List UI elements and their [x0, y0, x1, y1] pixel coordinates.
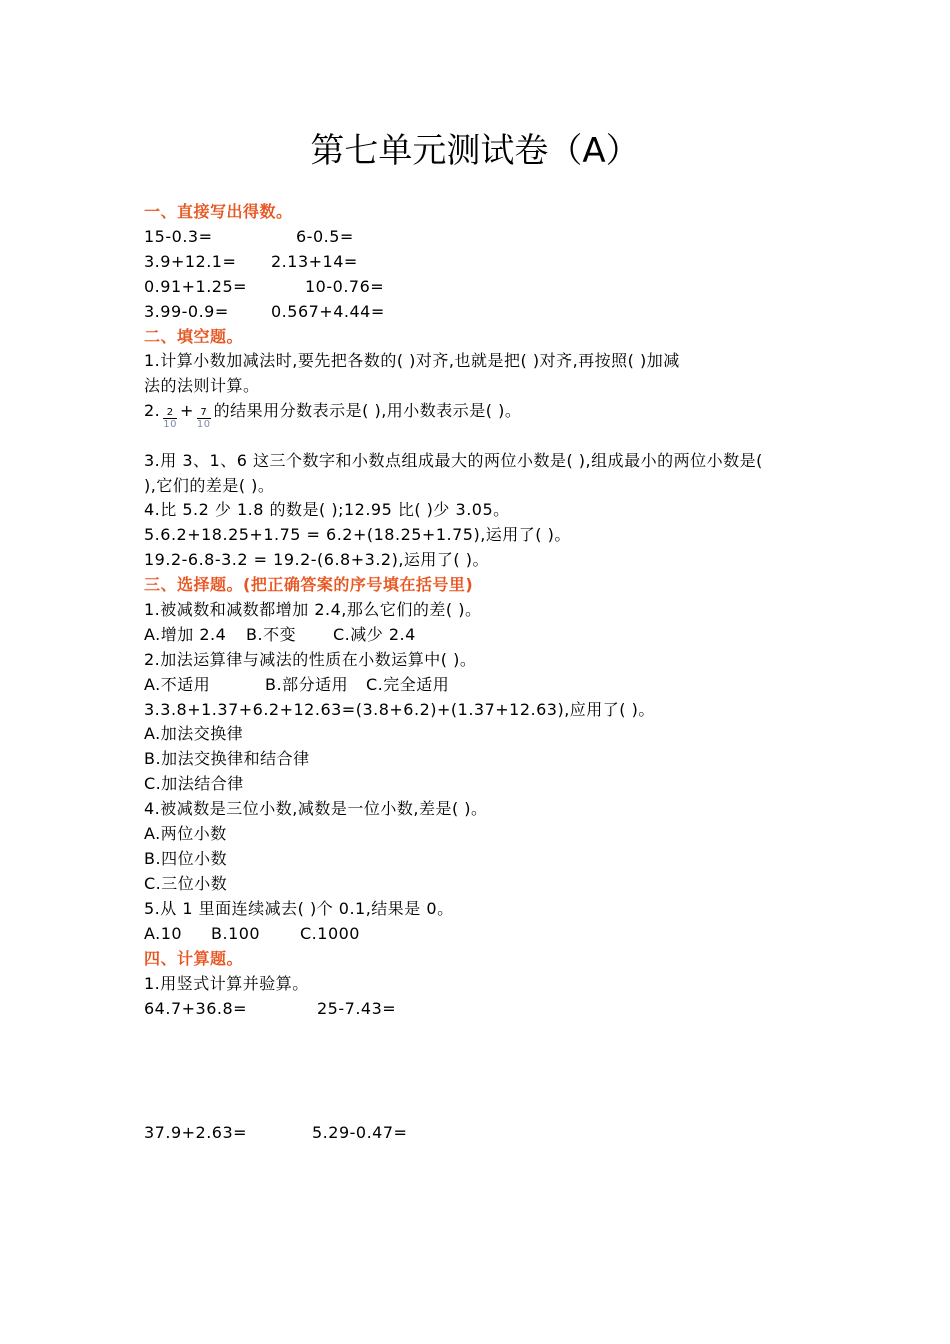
calc-item: 37.9+2.63=: [144, 1123, 248, 1142]
choice-question-5: 5.从 1 里面连续减去( )个 0.1,结果是 0。: [144, 899, 454, 918]
arith-item: 3.99-0.9=: [144, 302, 229, 321]
calc-item: 64.7+36.8=: [144, 999, 248, 1018]
arith-item: 0.91+1.25=: [144, 277, 248, 296]
choice-option: B.四位小数: [144, 849, 228, 868]
section-2-heading: 二、填空题。: [144, 327, 244, 346]
choice-option: A.两位小数: [144, 824, 227, 843]
fraction-denominator: 10: [163, 419, 177, 430]
fill-question-3: 3.用 3、1、6 这三个数字和小数点组成最大的两位小数是( ),组成最小的两位小数是(: [144, 451, 763, 470]
arith-item: 3.9+12.1=: [144, 252, 237, 271]
choice-option: A.10: [144, 924, 183, 943]
fraction-denominator: 10: [196, 419, 211, 430]
calc-item: 25-7.43=: [317, 999, 397, 1018]
q2-prefix: 2.: [144, 401, 161, 420]
fill-question-2: [144, 400, 522, 430]
choice-option: B.不变: [246, 625, 297, 644]
choice-option: C.减少 2.4: [333, 625, 416, 644]
fill-question-3-cont: ),它们的差是( )。: [144, 476, 275, 495]
fill-question-1-cont: 法的法则计算。: [144, 376, 260, 395]
choice-option: C.加法结合律: [144, 774, 244, 793]
choice-option: B.部分适用: [265, 675, 349, 694]
fraction-7-10: [197, 407, 211, 430]
arith-item: 10-0.76=: [305, 277, 385, 296]
choice-option: A.不适用: [144, 675, 211, 694]
fraction-numerator: 7: [197, 407, 211, 419]
choice-question-3: 3.3.8+1.37+6.2+12.63=(3.8+6.2)+(1.37+12.63),应用了( )。: [144, 700, 655, 719]
choice-question-2: 2.加法运算律与减法的性质在小数运算中( )。: [144, 650, 477, 669]
plus-sign: +: [180, 401, 194, 420]
arith-item: 0.567+4.44=: [271, 302, 385, 321]
section-1-heading: 一、直接写出得数。: [144, 202, 293, 221]
arith-item: 2.13+14=: [271, 252, 358, 271]
fill-question-1: 1.计算小数加减法时,要先把各数的( )对齐,也就是把( )对齐,再按照( )加减: [144, 351, 680, 370]
fill-question-5-cont: 19.2-6.8-3.2 = 19.2-(6.8+3.2),运用了( )。: [144, 550, 489, 569]
choice-option: B.100: [211, 924, 261, 943]
choice-question-4: 4.被减数是三位小数,减数是一位小数,差是( )。: [144, 799, 488, 818]
calc-instruction: 1.用竖式计算并验算。: [144, 974, 309, 993]
q2-text: 的结果用分数表示是( ),用小数表示是( )。: [213, 401, 522, 420]
section-3-heading: 三、选择题。(把正确答案的序号填在括号里): [144, 575, 474, 594]
choice-option: C.三位小数: [144, 874, 228, 893]
page-title: 第七单元测试卷（A）: [310, 131, 640, 171]
section-4-heading: 四、计算题。: [144, 949, 244, 968]
choice-option: B.加法交换律和结合律: [144, 749, 310, 768]
choice-question-1: 1.被减数和减数都增加 2.4,那么它们的差( )。: [144, 600, 482, 619]
fill-question-5: 5.6.2+18.25+1.75 = 6.2+(18.25+1.75),运用了( )。: [144, 525, 571, 544]
fraction-2-10: [163, 407, 177, 430]
arith-item: 15-0.3=: [144, 227, 213, 246]
choice-option: C.1000: [300, 924, 360, 943]
choice-option: A.增加 2.4: [144, 625, 227, 644]
fraction-numerator: 2: [163, 407, 177, 419]
calc-item: 5.29-0.47=: [312, 1123, 408, 1142]
fill-question-4: 4.比 5.2 少 1.8 的数是( );12.95 比( )少 3.05。: [144, 500, 510, 519]
arith-item: 6-0.5=: [296, 227, 354, 246]
choice-option: C.完全适用: [366, 675, 450, 694]
choice-option: A.加法交换律: [144, 724, 244, 743]
